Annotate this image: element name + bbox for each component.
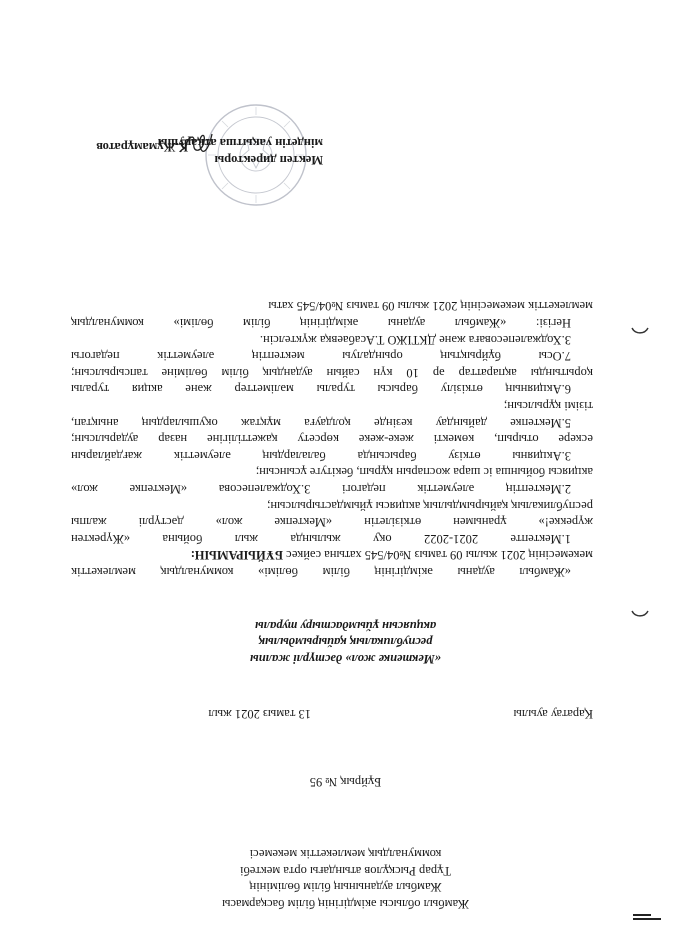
signatory-name: К.Жұмамұратов: [96, 140, 188, 154]
basis-line: мемлекеттік мекемесінің 2021 жылы 09 тамыз №04/545 хаты: [268, 299, 593, 314]
header-line: Жамбыл ауданының білім бөлімінің: [249, 880, 442, 895]
item-line: 1.Мектепте 2021-2022 оқу жылында жыл бойына «Жүректен: [71, 531, 571, 546]
header-line: Тұрар Рысқұлов атындағы орта мектебі: [240, 864, 451, 878]
item-line: қорытынды ақпараттар әр 10 күн сайын аудандық білім бөліміне тапсырылсын;: [71, 365, 593, 380]
header-line: коммуналдық мемлекеттік мекемесі: [249, 847, 442, 862]
basis-line: Негізі: «Жамбыл ауданы әкімдігінің білім бөлімі» коммуналдық: [71, 316, 571, 331]
preamble-line: [71, 547, 593, 564]
header-line: Жамбыл облысы әкімдігінің білім басқармасы: [222, 897, 469, 911]
item-line: ескере отырып, көмекті жеке-жеке көрсету қажеттілігіне назар аударылсын;: [71, 432, 593, 447]
school-header: [0, 846, 691, 912]
signatory-title-line: міндетін уақытша атқарушы: [157, 136, 323, 151]
margin-mark: [633, 918, 661, 920]
punch-hole-icon: [629, 320, 651, 342]
item-line: 2.Мектептің әлеуметтік педагогі З.Ходжалепесова «Мектепке жол»: [71, 482, 571, 497]
item-line: акциясы бойынша іс шара жоспарын құрып, бекітуге ұсынсын;: [255, 465, 593, 480]
margin-mark: [633, 914, 651, 916]
body-text: [71, 298, 593, 580]
order-word: БҰЙЫРАМЫН:: [190, 548, 283, 563]
order-place: Қаратау ауылы: [513, 707, 593, 721]
item-line: 5.Мектепке дайындау кезінде қолдауға мұқтаж оқушылардың анықтап,: [71, 415, 571, 430]
item-line: тізімі құрылсын;: [503, 399, 593, 414]
item-line: жүрекке!» ұранымен өткізілетін «Мектепке жол» дәстүрлі жалпы: [71, 515, 593, 530]
document-title: [0, 618, 691, 668]
item-line: 6.Акцияның өткізілу барысы туралы мәліметтер және акция туралы: [71, 382, 571, 397]
item-line: 3.Акцияны өткізу барысында балалардың әлеуметтік жағдайларын: [71, 448, 571, 463]
title-line: акциясын ұйымдастыру туралы: [254, 619, 437, 633]
preamble-text: мекемесінің 2021 жылы 09 тамыз №04/545 хатына сәйкес: [286, 548, 593, 563]
item-line: З.Ходжалепесоваға және ДКТІЖО Т.Асабаевқа жүктелсін.: [259, 332, 571, 347]
punch-hole-icon: [629, 603, 651, 625]
preamble-line: «Жамбыл ауданы әкімдігінің білім бөлімі» коммуналдық мемлекеттік: [71, 565, 571, 579]
title-line: «Мектепке жол» дәстүрлі жалпы: [250, 652, 442, 666]
item-line: республикалық қайырымдылық акциясы ұйымдастырылсын;: [266, 498, 593, 513]
signatory-title-line: Мектеп директоры: [214, 153, 323, 167]
order-number: Бұйрық № 95: [309, 775, 382, 789]
title-line: республикалық қайырымдылық: [258, 635, 433, 650]
item-line: 7.Осы бұйрықтың орындалуы мектептің әлеуметтік педагогы: [71, 349, 571, 364]
order-date: 13 тамыз 2021 жыл: [208, 707, 311, 721]
